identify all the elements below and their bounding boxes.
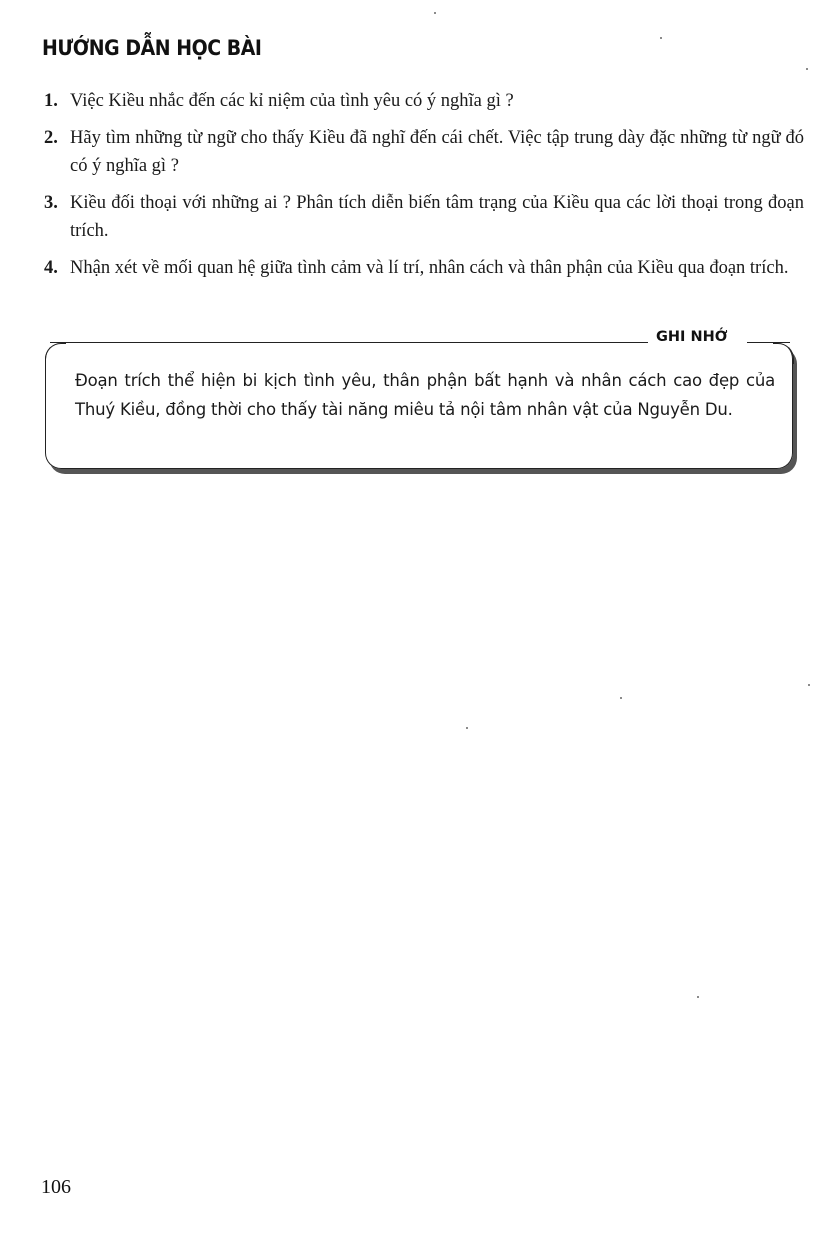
scan-speck xyxy=(660,37,662,39)
question-list xyxy=(44,87,804,291)
page-number: 106 xyxy=(41,1176,71,1198)
scan-speck xyxy=(434,12,436,14)
question-item xyxy=(44,87,804,115)
question-item xyxy=(44,254,804,282)
scan-speck xyxy=(806,68,808,70)
question-item xyxy=(44,189,804,245)
question-text: Kiều đối thoại với những ai ? Phân tích diễn biến tâm trạng của Kiều qua các lời thoại trong đoạn trích. xyxy=(70,193,804,241)
memo-title: GHI NHỚ xyxy=(656,329,728,345)
question-number: 3. xyxy=(44,193,58,213)
scan-speck xyxy=(697,996,699,998)
question-text: Hãy tìm những từ ngữ cho thấy Kiều đã nghĩ đến cái chết. Việc tập trung dày đặc những từ ngữ đó có ý nghĩa gì ? xyxy=(70,128,804,176)
scan-speck xyxy=(466,727,468,729)
question-number: 2. xyxy=(44,128,58,148)
question-number: 4. xyxy=(44,258,58,278)
memo-text: Đoạn trích thể hiện bi kịch tình yêu, thân phận bất hạnh và nhân cách cao đẹp của Thuý Kiều, đồng thời cho thấy tài năng miêu tả nội tâm nhân vật của Nguyễn Du. xyxy=(75,371,775,419)
scan-speck xyxy=(808,684,810,686)
section-heading: HƯỚNG DẪN HỌC BÀI xyxy=(42,36,262,60)
scan-speck xyxy=(620,697,622,699)
question-item xyxy=(44,124,804,180)
question-text: Nhận xét về mối quan hệ giữa tình cảm và lí trí, nhân cách và thân phận của Kiều qua đoạn trích. xyxy=(70,258,789,278)
question-number: 1. xyxy=(44,91,58,111)
question-text: Việc Kiều nhắc đến các kỉ niệm của tình yêu có ý nghĩa gì ? xyxy=(70,91,514,111)
